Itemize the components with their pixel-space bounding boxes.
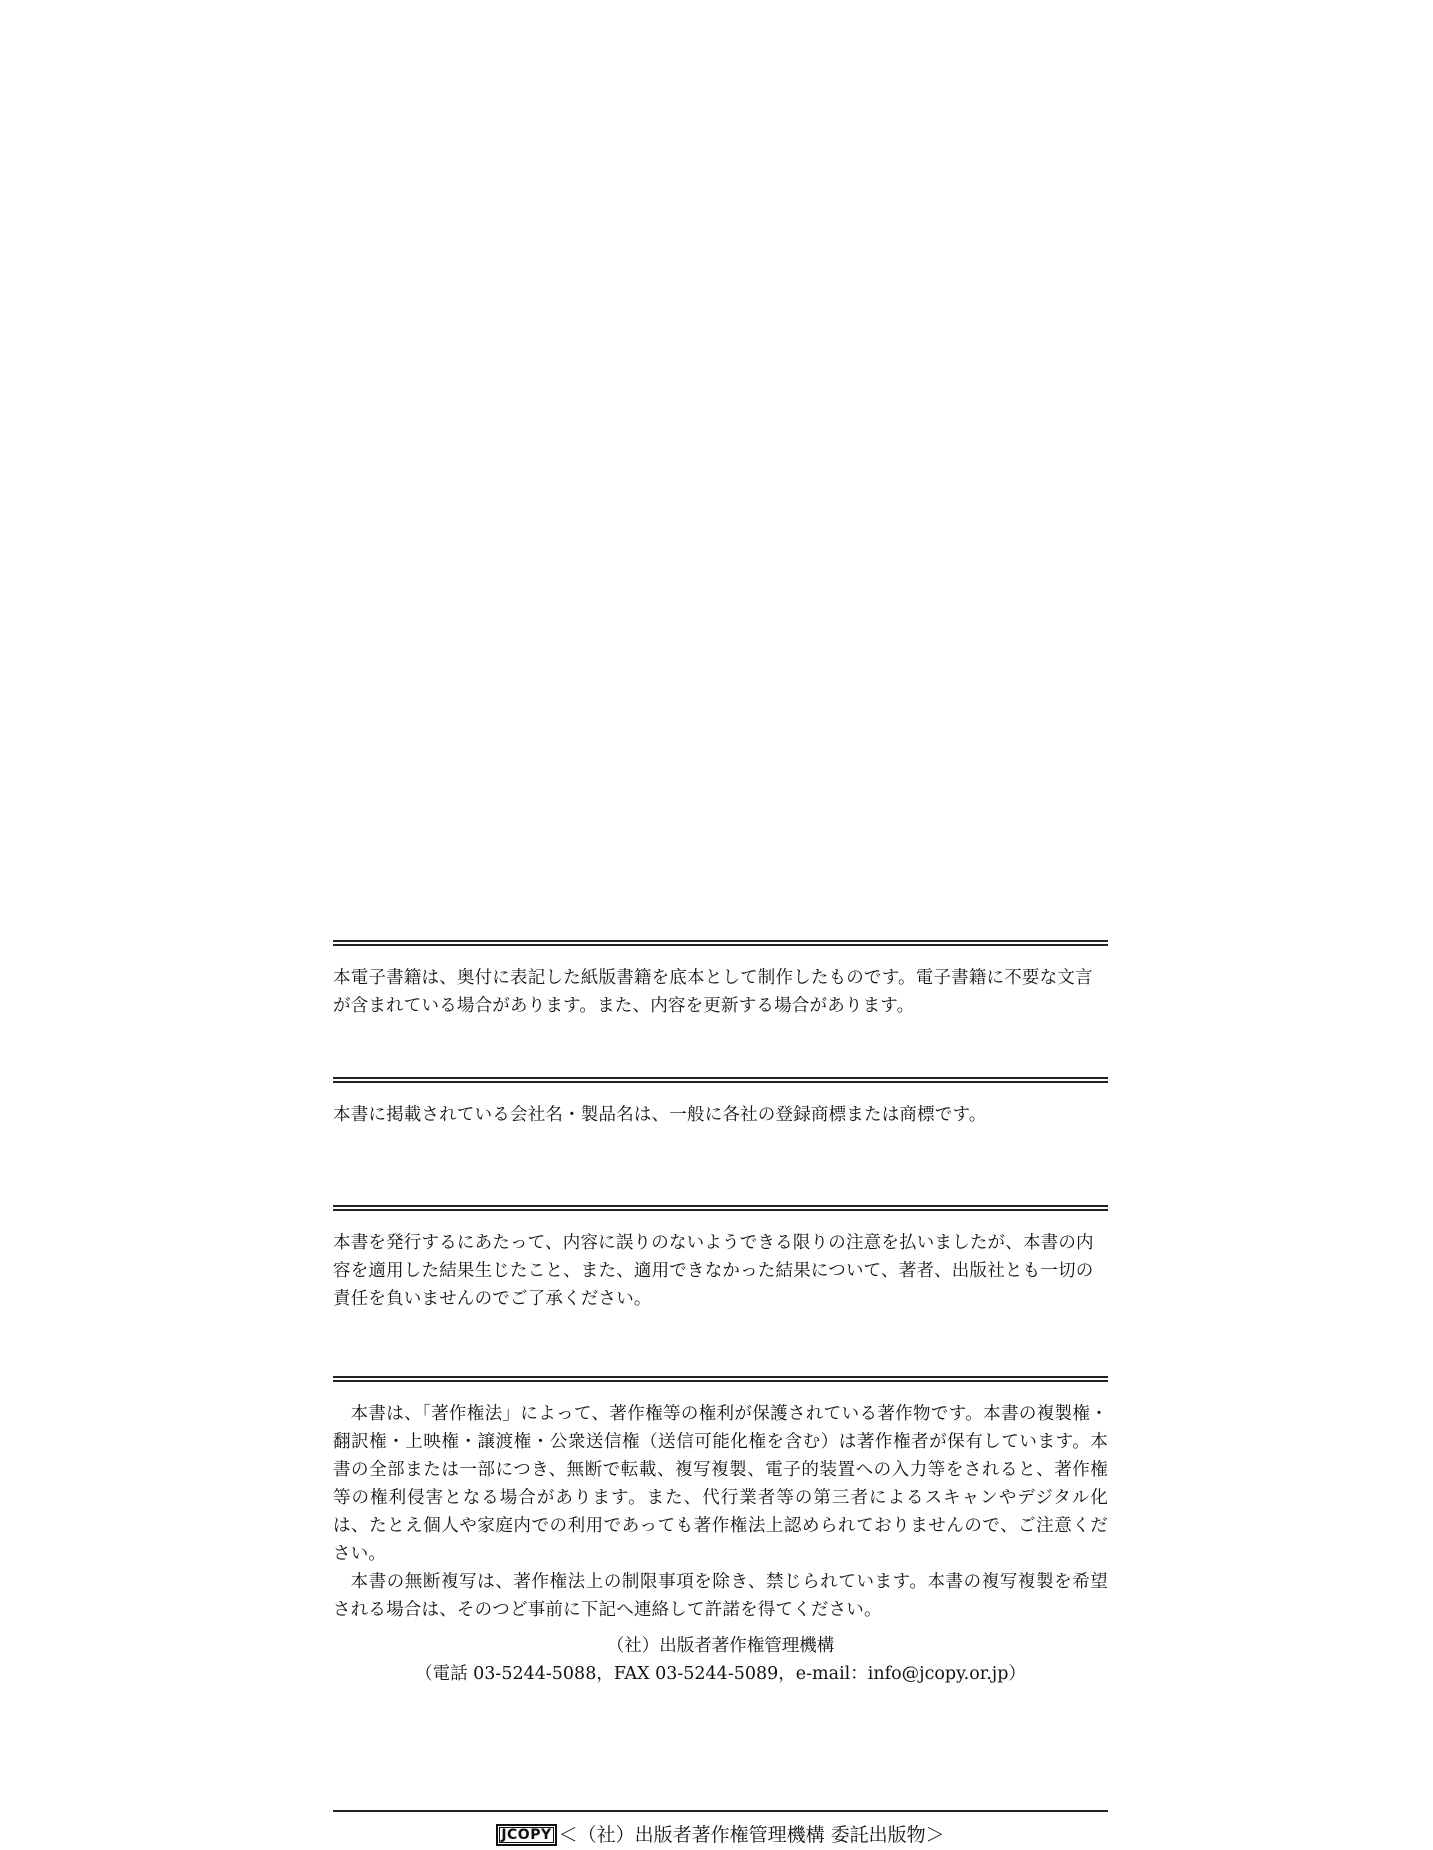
jcopy-footer [333, 1821, 1108, 1849]
jcopy-logo: JCOPY [496, 1824, 556, 1846]
organization-contact: （電話 03-5244-5088，FAX 03-5244-5089，e-mail：info@jcopy.or.jp） [415, 1664, 1026, 1684]
section-divider [333, 1077, 1108, 1083]
disclaimer-notice-text: 本書を発行するにあたって、内容に誤りのないようできる限りの注意を払いましたが、本書の内容を適用した結果生じたこと、また、適用できなかった結果について、著者、出版社とも一切の責任を負いませんのでご了承ください。 [333, 1233, 1094, 1309]
section-divider [333, 940, 1108, 946]
section-divider [333, 1205, 1108, 1211]
ebook-notice-text: 本電子書籍は、奥付に表記した紙版書籍を底本として制作したものです。電子書籍に不要な文言が含まれている場合があります。また、内容を更新する場合があります。 [333, 968, 1093, 1016]
disclaimer-notice-section [333, 1205, 1108, 1313]
copyright-notice-section [333, 1376, 1108, 1688]
organization-name: （社）出版者著作権管理機構 [606, 1636, 835, 1656]
section-divider [333, 1376, 1108, 1382]
footer-divider [333, 1810, 1108, 1812]
ebook-notice-section [333, 940, 1108, 1020]
trademark-notice-section [333, 1077, 1108, 1129]
jcopy-footer-label: ＜（社）出版者著作権管理機構 委託出版物＞ [558, 1824, 945, 1846]
trademark-notice-text: 本書に掲載されている会社名・製品名は、一般に各社の登録商標または商標です。 [333, 1105, 987, 1125]
copyright-paragraph-1: 本書は、「著作権法」によって、著作権等の権利が保護されている著作物です。本書の複製権・翻訳権・上映権・譲渡権・公衆送信権（送信可能化権を含む）は著作権者が保有しています。本書の全部または一部につき、無断で転載、複写複製、電子的装置への入力等をされると、著作権等の権利侵害となる場合があります。また、代行業者等の第三者によるスキャンやデジタル化は、たとえ個人や家庭内での利用であっても著作権法上認められておりませんので、ご注意ください。 [333, 1404, 1108, 1564]
copyright-paragraph-2: 本書の無断複写は、著作権法上の制限事項を除き、禁じられています。本書の複写複製を希望される場合は、そのつど事前に下記へ連絡して許諾を得てください。 [333, 1572, 1108, 1620]
